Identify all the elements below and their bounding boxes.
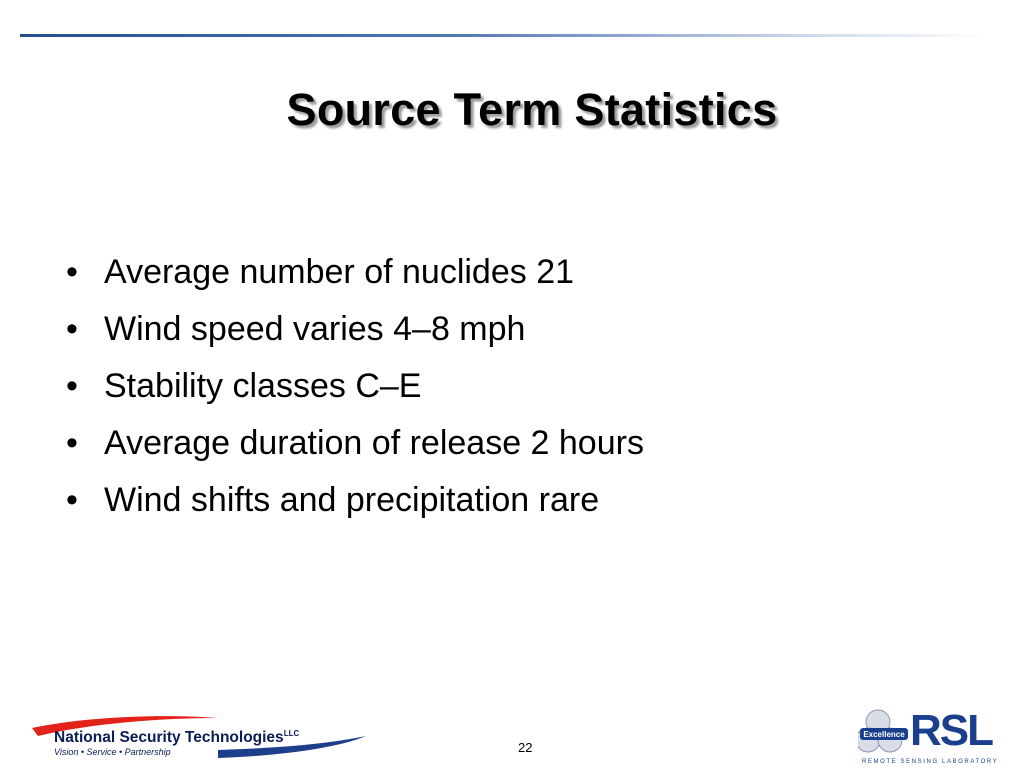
bullet-item [66, 244, 644, 301]
bullet-item [66, 472, 644, 529]
nstec-logo-tagline: Vision • Service • Partnership [54, 747, 171, 757]
bullet-text: Average duration of release 2 hours [104, 424, 644, 462]
rsl-emblem-icon [858, 704, 918, 760]
page-number: 22 [518, 740, 533, 755]
bullet-text: Average number of nuclides 21 [104, 253, 575, 291]
nstec-logo-name [54, 729, 299, 747]
bullet-icon: • [66, 424, 78, 462]
bullet-icon: • [66, 310, 78, 348]
bullet-text: Wind shifts and precipitation rare [104, 481, 600, 519]
bullet-item [66, 301, 644, 358]
bullet-item [66, 415, 644, 472]
rsl-logo [858, 704, 998, 768]
nstec-logo [28, 712, 373, 762]
bullet-item [66, 358, 644, 415]
bullet-list [66, 244, 644, 529]
nstec-logo-name-text: National Security Technologies [54, 729, 284, 747]
top-divider-line [20, 34, 990, 37]
nstec-logo-suffix: LLC [283, 729, 300, 738]
slide-title: Source Term Statistics [286, 84, 778, 135]
bullet-text: Wind speed varies 4–8 mph [104, 310, 526, 348]
bullet-icon: • [66, 367, 78, 405]
bullet-icon: • [66, 481, 78, 519]
bullet-icon: • [66, 253, 78, 291]
rsl-emblem-text: Excellence [863, 730, 905, 739]
bullet-text: Stability classes C–E [104, 367, 422, 405]
rsl-letters: RSL [910, 706, 992, 755]
rsl-caption: REMOTE SENSING LABORATORY [862, 759, 999, 765]
